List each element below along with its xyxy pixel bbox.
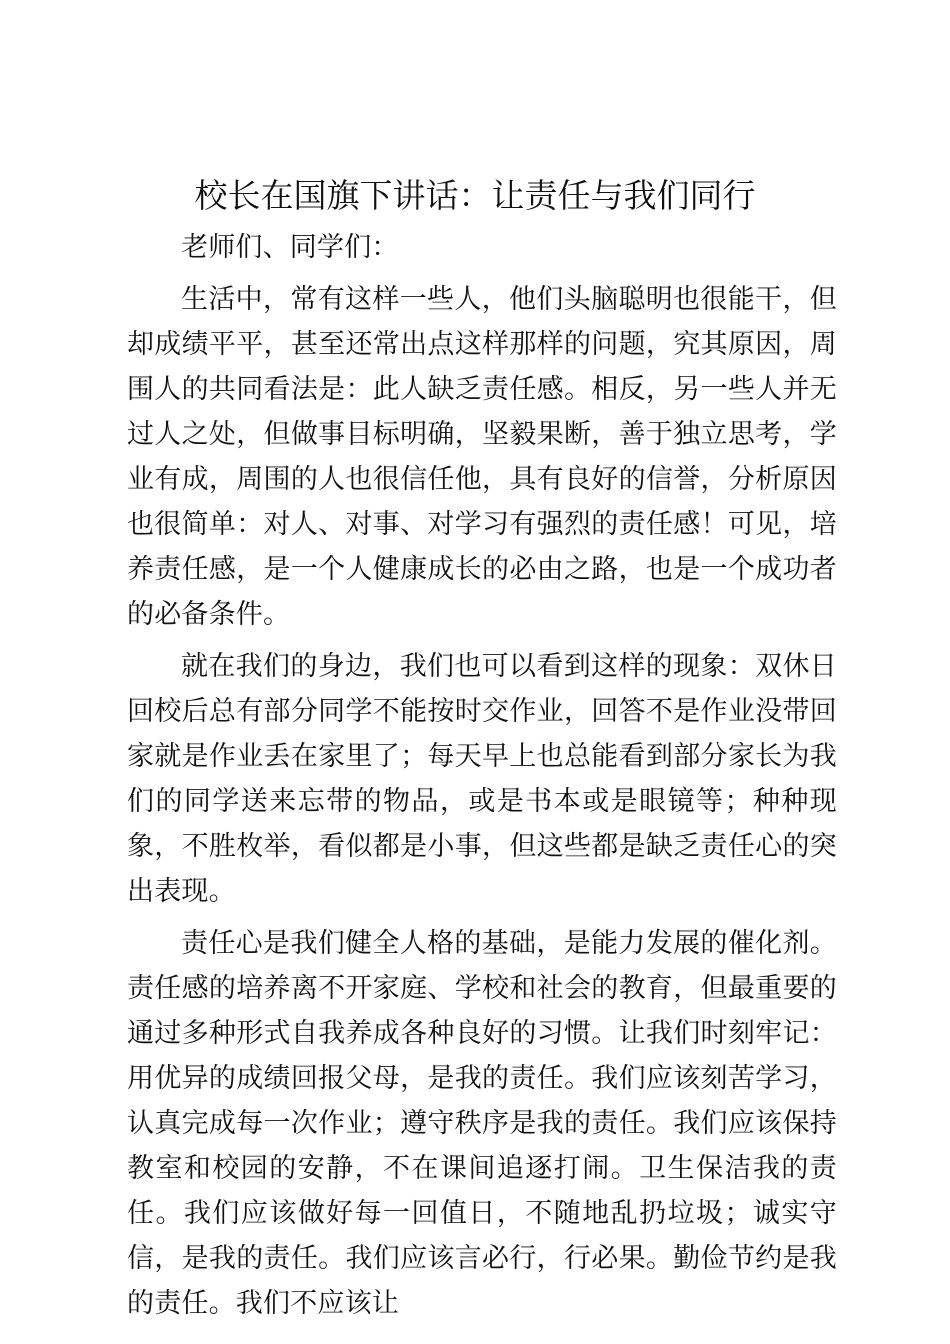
paragraph-1: 生活中，常有这样一些人，他们头脑聪明也很能干，但却成绩平平，甚至还常出点这样那样的问题，究其原因，周围人的共同看法是：此人缺乏责任感。相反，另一些人并无过人之处，但做事目标明确，坚毅果断，善于独立思考，学业有成，周围的人也很信任他，具有良好的信誉，分析原因也很简单：对人、对事、对学习有强烈的责任感！可见，培养责任感，是一个人健康成长的必由之路，也是一个成功者的必备条件。 (127, 284, 837, 630)
document-body (127, 225, 837, 1333)
document-title: 校长在国旗下讲话：让责任与我们同行 (194, 176, 756, 215)
greeting: 老师们、同学们： (181, 232, 399, 263)
paragraph-2: 就在我们的身边，我们也可以看到这样的现象：双休日回校后总有部分同学不能按时交作业，回答不是作业没带回家就是作业丢在家里了；每天早上也总能看到部分家长为我们的同学送来忘带的物品，或是书本或是眼镜等；种种现象，不胜枚举，看似都是小事，但这些都是缺乏责任心的突出表现。 (127, 651, 837, 907)
paragraph-3: 责任心是我们健全人格的基础，是能力发展的催化剂。责任感的培养离不开家庭、学校和社会的教育，但最重要的通过多种形式自我养成各种良好的习惯。让我们时刻牢记：用优异的成绩回报父母，是我的责任。我们应该刻苦学习，认真完成每一次作业；遵守秩序是我的责任。我们应该保持教室和校园的安静，不在课间追逐打闹。卫生保洁我的责任。我们应该做好每一回值日，不随地乱扔垃圾；诚实守信，是我的责任。我们应该言必行，行必果。勤俭节约是我的责任。我们不应该让 (127, 928, 837, 1319)
